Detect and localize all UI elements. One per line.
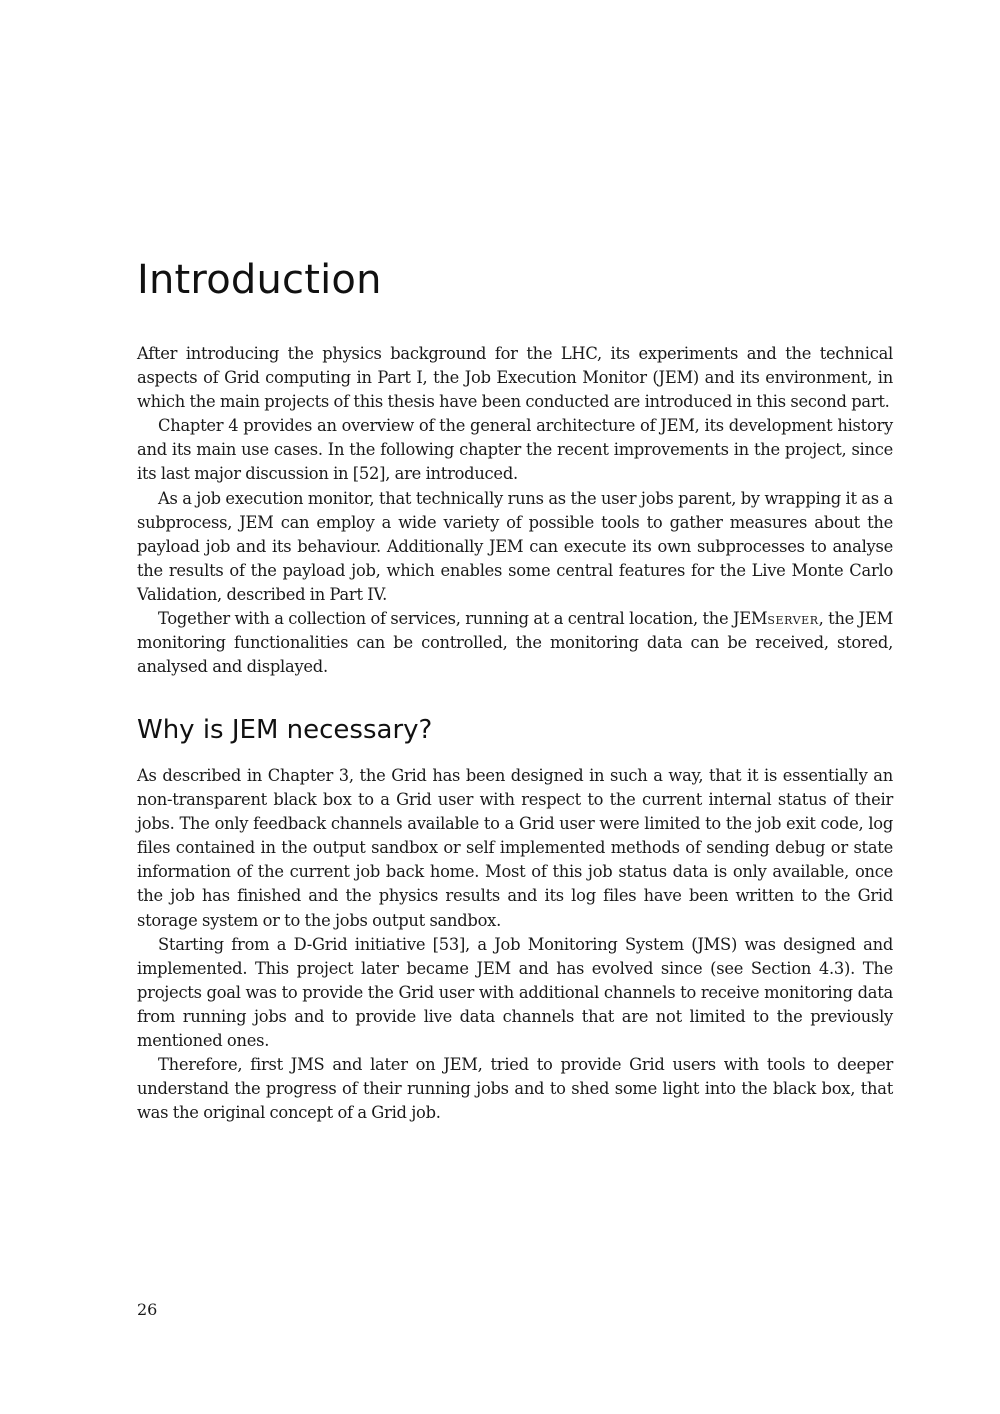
intro-paragraph-4-end: , the JEM monitoring functionalities can be controlled, the monitoring data can be received, stored, analysed and displayed. (137, 609, 893, 677)
section-paragraph-3: Therefore, first JMS and later on JEM, tried to provide Grid users with tools to deeper understand the progress of their running jobs and to shed some light into the black box, that was the original concept of a Grid job. (137, 1055, 893, 1123)
intro-paragraph-4-start: Together with a collection of services, running at a central location, the JEM (158, 609, 768, 629)
chapter-title: Introduction (137, 257, 382, 303)
jemserver-smallcaps: server (767, 609, 819, 629)
page-number: 26 (137, 1300, 158, 1319)
section-text (137, 764, 893, 1125)
intro-text (137, 342, 893, 679)
section-paragraph-1: As described in Chapter 3, the Grid has been designed in such a way, that it is essentially an non-transparent black box to a Grid user with respect to the current internal status of their jobs. The only feedback channels available to a Grid user were limited to the job exit code, log files contained in the output sandbox or self implemented methods of sending debug or state information of the current job back home. Most of this job status data is only available, once the job has finished and the physics results and its log files have been written to the Grid storage system or to the jobs output sandbox. (137, 766, 893, 930)
section-paragraph-2: Starting from a D-Grid initiative [53], a Job Monitoring System (JMS) was designed and implemented. This project later became JEM and has evolved since (see Section 4.3). The projects goal was to provide the Grid user with additional channels to receive monitoring data from running jobs and to provide live data channels that are not limited to the previously mentioned ones. (137, 934, 893, 1051)
intro-paragraph-3: As a job execution monitor, that technically runs as the user jobs parent, by wrapping it as a subprocess, JEM can employ a wide variety of possible tools to gather measures about the payload job and its behaviour. Additionally JEM can execute its own subprocesses to analyse the results of the payload job, which enables some central features for the Live Monte Carlo Validation, described in Part IV. (137, 488, 893, 604)
intro-paragraph-4 (137, 607, 893, 679)
intro-paragraph-1: After introducing the physics background for the LHC, its experiments and the technical aspects of Grid computing in Part I, the Job Execution Monitor (JEM) and its environment, in which the main projects of this thesis have been conducted are introduced in this second part. (137, 344, 893, 412)
intro-paragraph-2: Chapter 4 provides an overview of the general architecture of JEM, its development history and its main use cases. In the following chapter the recent improvements in the project, since its last major discussion in [52], are introduced. (137, 416, 893, 484)
section-title: Why is JEM necessary? (137, 715, 433, 745)
